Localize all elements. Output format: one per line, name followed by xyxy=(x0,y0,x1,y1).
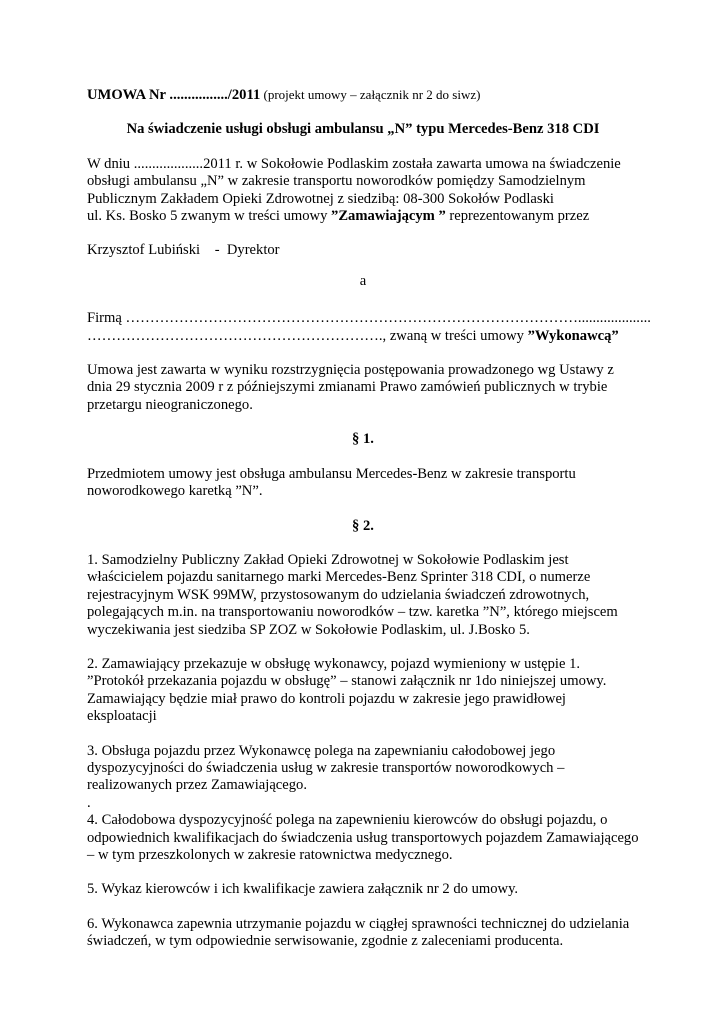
intro-text: ul. Ks. Bosko 5 zwanym w treści umowy xyxy=(87,208,332,225)
point-line: – w tym przeszkolonych w zakresie ratownictwa medycznego. xyxy=(87,847,453,863)
intro-paragraph xyxy=(87,156,639,226)
basis-line: przetargu nieograniczonego. xyxy=(87,396,253,413)
point-line: polegających m.in. na transportowaniu noworodków – tzw. karetka ”N”, którego miejscem xyxy=(87,604,618,621)
point-line: 1. Samodzielny Publiczny Zakład Opieki Zdrowotnej w Sokołowie Podlaskim jest xyxy=(87,551,569,568)
intro-line xyxy=(87,208,639,225)
point-line: realizowanych przez Zamawiającego. xyxy=(87,777,307,794)
section-2-point-4 xyxy=(87,812,639,864)
firm-line xyxy=(87,328,639,345)
point-line: eksploatacji xyxy=(87,708,157,725)
point-line: 4. Całodobowa dyspozycyjność polega na zapewnieniu kierowców do obsługi pojazdu, o xyxy=(87,812,608,829)
section-1-line: Przedmiotem umowy jest obsługa ambulansu Mercedes-Benz w zakresie transportu xyxy=(87,465,576,482)
intro-line: obsługi ambulansu „N” w zakresie transportu noworodków pomiędzy Samodzielnym xyxy=(87,173,586,190)
contract-number: UMOWA Nr ................/2011 xyxy=(87,87,261,103)
section-2-point-2 xyxy=(87,656,639,726)
contract-title xyxy=(87,86,639,104)
section-1-heading: § 1. xyxy=(352,431,374,448)
section-2-point-3 xyxy=(87,743,639,813)
intro-text: reprezentowanym przez xyxy=(445,208,590,225)
contractor-term: ”Wykonawcą” xyxy=(527,327,619,344)
firm-paragraph xyxy=(87,310,651,345)
representative-name: Krzysztof Lubiński xyxy=(87,242,201,259)
point-line: 3. Obsługa pojazdu przez Wykonawcę polega na zapewnianiu całodobowej jego xyxy=(87,742,556,759)
section-2-point-1 xyxy=(87,552,639,639)
representative-role: Dyrektor xyxy=(226,242,280,259)
point-line: właścicielem pojazdu sanitarnego marki Mercedes-Benz Sprinter 318 CDI, o numerze xyxy=(87,569,591,586)
section-1-line: noworodkowego karetką ”N”. xyxy=(87,483,263,500)
section-2-heading: § 2. xyxy=(352,517,374,534)
point-line: wyczekiwania jest siedziba SP ZOZ w Sokołowie Podlaskim, ul. J.Bosko 5. xyxy=(87,621,530,638)
firm-line: Firmą ………………………………………………………………………………….................... xyxy=(87,310,651,327)
representative-separator: - xyxy=(200,242,227,259)
point-line: odpowiednich kwalifikacjach do świadczenia usług transportowych pojazdem Zamawiającego xyxy=(87,829,639,846)
section-1-paragraph xyxy=(87,466,639,501)
point-line: 2. Zamawiający przekazuje w obsługę wykonawcy, pojazd wymieniony w ustępie 1. xyxy=(87,655,581,672)
contract-note: (projekt umowy – załącznik nr 2 do siwz) xyxy=(260,87,481,102)
conjunction-a: a xyxy=(359,272,367,289)
basis-line: Umowa jest zawarta w wyniku rozstrzygnięcia postępowania prowadzonego wg Ustawy z xyxy=(87,362,614,379)
point-line: dyspozycyjności do świadczenia usług w zakresie transportów noworodkowych – xyxy=(87,759,565,776)
section-2-point-6 xyxy=(87,916,639,951)
basis-line: dnia 29 stycznia 2009 r z późniejszymi zmianami Prawo zamówień publicznych w trybie xyxy=(87,379,608,396)
firm-text: ……………………………………………………., zwaną w treści umowy xyxy=(87,327,528,344)
intro-line: Publicznym Zakładem Opieki Zdrowotnej z siedzibą: 08-300 Sokołów Podlaski xyxy=(87,190,554,207)
document-body xyxy=(87,86,651,968)
section-2-point-5 xyxy=(87,881,639,898)
ordering-party-term: ”Zamawiającym ” xyxy=(331,208,446,225)
point-line: rejestracyjnym WSK 99MW, przystosowanym do udzielania świadczeń zdrowotnych, xyxy=(87,586,590,603)
point-line: 5. Wykaz kierowców i ich kwalifikacje zawiera załącznik nr 2 do umowy. xyxy=(87,881,519,898)
point-line: ”Protokół przekazania pojazdu w obsługę” – stanowi załącznik nr 1do niniejszej umowy. xyxy=(87,673,607,690)
point-line: . xyxy=(87,794,91,811)
point-line: Zamawiający będzie miał prawo do kontroli pojazdu w zakresie jego prawidłowej xyxy=(87,690,566,707)
contract-subtitle: Na świadczenie usługi obsługi ambulansu „N” typu Mercedes-Benz 318 CDI xyxy=(126,121,600,138)
representative-line xyxy=(87,242,639,259)
basis-paragraph xyxy=(87,362,639,414)
intro-line: W dniu ...................2011 r. w Sokołowie Podlaskim została zawarta umowa na świadczenie xyxy=(87,155,621,172)
point-line: 6. Wykonawca zapewnia utrzymanie pojazdu w ciągłej sprawności technicznej do udzielania xyxy=(87,915,630,932)
point-line: świadczeń, w tym odpowiednie serwisowanie, zgodnie z zaleceniami producenta. xyxy=(87,933,564,950)
